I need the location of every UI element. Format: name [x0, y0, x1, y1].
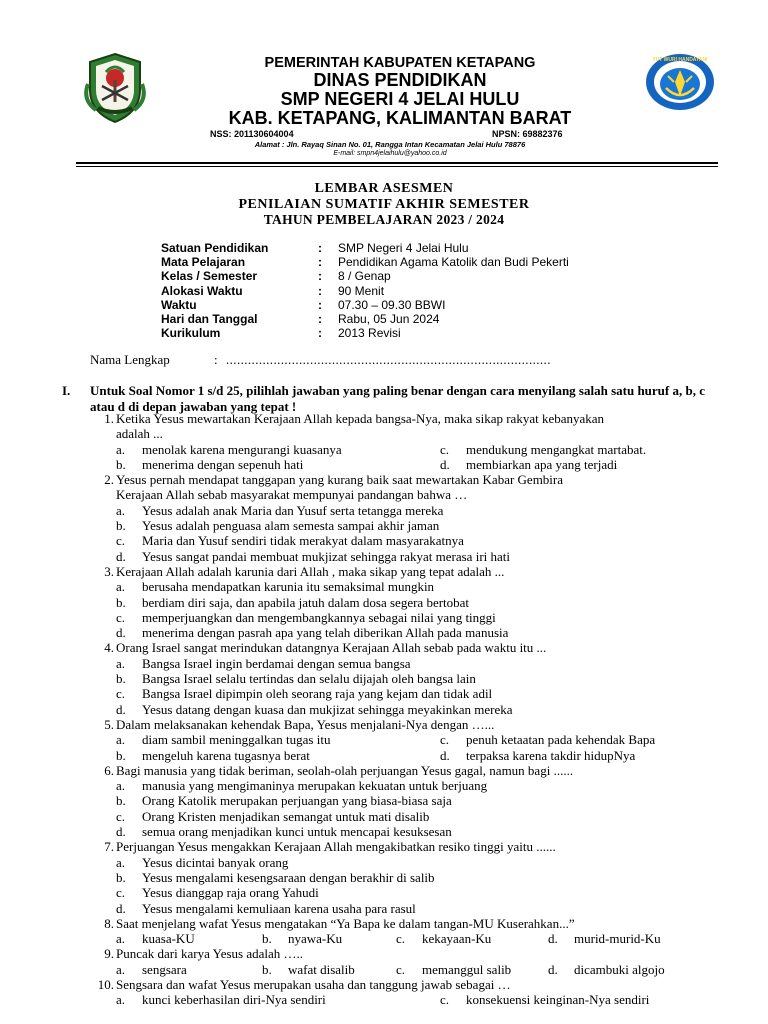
option-text: sengsara [142, 961, 187, 977]
sheet-title: LEMBAR ASESMEN [314, 181, 454, 196]
question-line [0, 426, 768, 441]
info-colon: : [318, 326, 322, 341]
question-line [0, 411, 768, 426]
option-text: berdiam diri saja, dan apabila jatuh dalam dosa segera bertobat [142, 594, 470, 610]
question-item [0, 411, 768, 472]
question-number: 1. [104, 411, 114, 426]
option-text: mendukung mengangkat martabat. [466, 441, 647, 457]
option-text: Orang Kristen menjadikan semangat untuk mati disalib [142, 808, 430, 824]
option-text: semua orang menjadikan kunci untuk mencapai kesuksesan [142, 824, 452, 840]
tut-wuri-handayani-emblem-icon [644, 52, 716, 112]
option-text: memanggul salib [422, 961, 512, 977]
answer-option[interactable] [0, 579, 768, 594]
option-text: kuasa-KU [142, 931, 195, 947]
option-text: Maria dan Yusuf sendiri tidak merakyat dalam masyarakatnya [142, 533, 464, 549]
answer-option[interactable] [0, 518, 768, 533]
student-name-colon: : [214, 352, 218, 367]
school-year: TAHUN PEMBELAJARAN 2023 / 2024 [263, 212, 505, 227]
option-letter[interactable]: c. [116, 808, 126, 824]
option-text: penuh ketaatan pada kehendak Bapa [466, 732, 656, 748]
option-text: Yesus dianggap raja orang Yahudi [142, 885, 319, 901]
option-text: menerima dengan pasrah apa yang telah diberikan Allah pada manusia [142, 625, 509, 641]
option-letter[interactable]: b. [262, 931, 272, 947]
answer-option[interactable] [0, 702, 768, 717]
info-colon: : [318, 255, 322, 270]
answer-option[interactable] [0, 870, 768, 885]
option-letter[interactable]: a. [116, 854, 126, 870]
info-colon: : [318, 241, 322, 255]
option-letter[interactable]: c. [116, 533, 126, 549]
student-name-label: Nama Lengkap [90, 352, 170, 367]
question-number: 8. [104, 915, 114, 931]
letterhead-divider-thin [76, 166, 718, 167]
question-text: Dalam melaksanakan kehendak Bapa, Yesus menjalani-Nya dengan …... [116, 716, 495, 732]
question-number: 10. [97, 976, 114, 992]
option-text: Bangsa Israel dipimpin oleh seorang raja yang kejam dan tidak adil [142, 686, 493, 702]
question-number: 7. [104, 839, 114, 855]
question-text: Sengsara dan wafat Yesus merupakan usaha dan tanggung jawab sebagai … [116, 976, 511, 992]
question-number: 3. [104, 563, 114, 579]
answer-option-row [0, 732, 768, 747]
question-line [0, 977, 768, 992]
question-number: 9. [104, 946, 114, 962]
question-line [0, 487, 768, 502]
answer-option-row [0, 931, 768, 946]
option-letter[interactable]: c. [440, 441, 450, 457]
option-letter[interactable]: a. [116, 778, 126, 794]
answer-option[interactable] [0, 686, 768, 701]
question-item [0, 472, 768, 564]
option-text: memperjuangkan dan mengembangkannya sebagai nilai yang tinggi [142, 609, 496, 625]
option-text: Yesus dicintai banyak orang [142, 854, 289, 870]
option-letter[interactable]: c. [116, 609, 126, 625]
info-value: SMP Negeri 4 Jelai Hulu [338, 241, 469, 255]
question-item [0, 839, 768, 915]
question-text: adalah ... [116, 426, 163, 442]
option-letter[interactable]: c. [116, 686, 126, 702]
option-letter[interactable]: d. [116, 900, 126, 916]
option-letter[interactable]: b. [262, 961, 272, 977]
letterhead-government: PEMERINTAH KABUPATEN KETAPANG [264, 55, 536, 71]
answer-option-row [0, 962, 768, 977]
answer-option[interactable] [0, 671, 768, 686]
option-letter[interactable]: b. [116, 594, 126, 610]
section-number: I. [62, 383, 71, 398]
option-text: manusia yang mengimaninya merupakan kekuatan untuk berjuang [142, 778, 488, 794]
option-text: menerima dengan sepenuh hati [142, 456, 304, 472]
answer-option[interactable] [0, 610, 768, 625]
option-letter[interactable]: b. [116, 456, 126, 472]
option-letter[interactable]: d. [548, 931, 558, 947]
option-text: nyawa-Ku [288, 931, 343, 947]
option-text: Yesus adalah penguasa alam semesta sampai akhir jaman [142, 518, 440, 534]
question-item [0, 564, 768, 640]
question-line [0, 839, 768, 854]
option-text: kunci keberhasilan diri-Nya sendiri [142, 992, 326, 1008]
option-letter[interactable]: b. [116, 793, 126, 809]
question-number: 4. [104, 640, 114, 656]
option-letter[interactable]: a. [116, 732, 126, 748]
info-label: Hari dan Tanggal [161, 311, 258, 326]
option-text: Yesus sangat pandai membuat mukjizat sehingga rakyat merasa iri hati [142, 548, 510, 564]
option-letter[interactable]: d. [440, 747, 450, 763]
answer-option[interactable] [0, 809, 768, 824]
question-item [0, 946, 768, 977]
option-letter[interactable]: a. [116, 931, 126, 947]
option-text: Bangsa Israel selalu tertindas dan selalu dijajah oleh bangsa lain [142, 671, 476, 687]
question-line [0, 564, 768, 579]
info-colon: : [318, 269, 322, 284]
info-label: Kelas / Semester [161, 269, 258, 284]
info-colon: : [318, 297, 322, 312]
question-number: 6. [104, 762, 114, 778]
info-label: Alokasi Waktu [161, 283, 243, 298]
question-number: 5. [104, 716, 114, 732]
option-text: Yesus mengalami kesengsaraan dengan berakhir di salib [142, 869, 435, 885]
option-letter[interactable]: d. [440, 456, 450, 472]
info-label: Kurikulum [161, 326, 221, 341]
question-line [0, 640, 768, 655]
letterhead-school: SMP NEGERI 4 JELAI HULU [280, 89, 520, 109]
school-address: Alamat : Jln. Rayaq Sinan No. 01, Rangga Intan Kecamatan Jelai Hulu 78876 [254, 140, 526, 149]
answer-option-row [0, 457, 768, 472]
option-text: murid-murid-Ku [574, 931, 661, 947]
answer-option-row [0, 748, 768, 763]
info-value: 07.30 – 09.30 BBWI [338, 297, 446, 312]
answer-option[interactable] [0, 503, 768, 518]
option-letter[interactable]: a. [116, 579, 126, 595]
question-text: Bagi manusia yang tidak beriman, seolah-olah perjuangan Yesus gagal, namun bagi ...... [116, 762, 574, 778]
question-item [0, 763, 768, 839]
option-text: Bangsa Israel ingin berdamai dengan semua bangsa [142, 655, 411, 671]
option-text: Yesus adalah anak Maria dan Yusuf serta tetangga mereka [142, 502, 444, 518]
answer-option[interactable] [0, 855, 768, 870]
question-item [0, 640, 768, 716]
question-line [0, 946, 768, 961]
school-email: E-mail: smpn4jelaihulu@yahoo.co.id [333, 150, 447, 157]
info-colon: : [318, 283, 322, 298]
question-line [0, 472, 768, 487]
answer-option[interactable] [0, 901, 768, 916]
student-name-blank[interactable]: ......................................................................................... [226, 352, 551, 367]
option-text: menolak karena mengurangi kuasanya [142, 441, 342, 457]
answer-option[interactable] [0, 595, 768, 610]
option-letter[interactable]: c. [440, 992, 450, 1008]
option-text: diam sambil meninggalkan tugas itu [142, 732, 331, 748]
letterhead-region: KAB. KETAPANG, KALIMANTAN BARAT [228, 108, 572, 128]
question-text: Saat menjelang wafat Yesus mengatakan “Ya Bapa ke dalam tangan-MU Kuserahkan...” [116, 915, 575, 931]
option-text: wafat disalib [288, 961, 355, 977]
option-letter[interactable]: c. [396, 961, 406, 977]
question-text: Perjuangan Yesus mengakkan Kerajaan Allah mengakibatkan resiko tinggi yaitu ...... [116, 839, 556, 855]
option-letter[interactable]: a. [116, 441, 126, 457]
info-colon: : [318, 311, 322, 326]
option-text: terpaksa karena takdir hidupNya [466, 747, 636, 763]
info-value: 2013 Revisi [338, 326, 401, 341]
option-letter[interactable]: b. [116, 747, 126, 763]
info-label: Mata Pelajaran [161, 255, 246, 270]
option-letter[interactable]: a. [116, 502, 126, 518]
option-letter[interactable]: a. [116, 655, 126, 671]
question-text: Ketika Yesus mewartakan Kerajaan Allah kepada bangsa-Nya, maka sikap rakyat kebanyakan [116, 411, 605, 426]
question-line [0, 763, 768, 778]
question-text: Yesus pernah mendapat tanggapan yang kurang baik saat mewartakan Kabar Gembira [116, 472, 564, 488]
option-letter[interactable]: b. [116, 518, 126, 534]
question-item [0, 977, 768, 1008]
answer-option[interactable] [0, 549, 768, 564]
student-name-field[interactable] [90, 352, 551, 368]
option-text: Yesus mengalami kemuliaan karena usaha para rasul [142, 900, 416, 916]
answer-option[interactable] [0, 625, 768, 640]
option-letter[interactable]: d. [116, 548, 126, 564]
school-nss: NSS: 201130604004 [210, 129, 294, 139]
ketapang-regency-emblem-icon [78, 50, 152, 124]
option-text: Orang Katolik merupakan perjuangan yang biasa-biasa saja [142, 793, 452, 809]
option-letter[interactable]: c. [116, 885, 126, 901]
question-text: Kerajaan Allah sebab masyarakat mempunyai pandangan bahwa … [116, 487, 468, 503]
question-item [0, 717, 768, 763]
option-text: Yesus datang dengan kuasa dan mukjizat sehingga meyakinkan mereka [142, 701, 513, 717]
question-line [0, 916, 768, 931]
answer-option[interactable] [0, 778, 768, 793]
question-number: 2. [104, 472, 114, 488]
question-list [0, 411, 768, 1008]
letterhead-divider [76, 162, 718, 164]
emblem-motto: TUT WURI HANDAYANI [652, 57, 708, 63]
option-letter[interactable]: b. [116, 869, 126, 885]
option-letter[interactable]: d. [116, 824, 126, 840]
info-value: Pendidikan Agama Katolik dan Budi Pekerti [338, 255, 569, 270]
answer-option-row [0, 442, 768, 457]
option-text: berusaha mendapatkan karunia itu semaksimal mungkin [142, 579, 435, 595]
option-letter[interactable]: b. [116, 671, 126, 687]
answer-option[interactable] [0, 824, 768, 839]
option-text: mengeluh karena tugasnya berat [142, 747, 310, 763]
question-text: Kerajaan Allah adalah karunia dari Allah , maka sikap yang tepat adalah ... [116, 563, 505, 579]
option-letter[interactable]: a. [116, 992, 126, 1008]
option-text: konsekuensi keinginan-Nya sendiri [466, 992, 650, 1008]
option-letter[interactable]: c. [396, 931, 406, 947]
question-line [0, 717, 768, 732]
answer-option[interactable] [0, 656, 768, 671]
section-instruction: Untuk Soal Nomor 1 s/d 25, pilihlah jawaban yang paling benar dengan cara menyilang salah satu huruf a, b, c atau d di depan jawaban yang tepat ! [90, 383, 705, 414]
info-label: Waktu [161, 297, 197, 312]
option-text: membiarkan apa yang terjadi [466, 456, 618, 472]
answer-option[interactable] [0, 533, 768, 548]
option-text: kekayaan-Ku [422, 931, 492, 947]
option-text: dicambuki algojo [574, 961, 665, 977]
answer-option[interactable] [0, 793, 768, 808]
info-value: 90 Menit [338, 283, 385, 298]
question-text: Orang Israel sangat merindukan datangnya Kerajaan Allah sebab pada waktu itu ... [116, 640, 547, 656]
option-letter[interactable]: d. [548, 961, 558, 977]
sheet-subtitle: PENILAIAN SUMATIF AKHIR SEMESTER [238, 197, 530, 212]
info-label: Satuan Pendidikan [161, 241, 269, 255]
option-letter[interactable]: c. [440, 732, 450, 748]
question-text: Puncak dari karya Yesus adalah ….. [116, 946, 304, 962]
answer-option[interactable] [0, 885, 768, 900]
option-letter[interactable]: a. [116, 961, 126, 977]
school-npsn: NPSN: 69882376 [492, 129, 563, 139]
option-letter[interactable]: d. [116, 625, 126, 641]
letterhead-department: DINAS PENDIDIKAN [313, 70, 487, 90]
question-item [0, 916, 768, 947]
info-value: Rabu, 05 Jun 2024 [338, 311, 440, 326]
answer-option-row [0, 992, 768, 1007]
option-letter[interactable]: d. [116, 701, 126, 717]
info-value: 8 / Genap [338, 269, 391, 284]
